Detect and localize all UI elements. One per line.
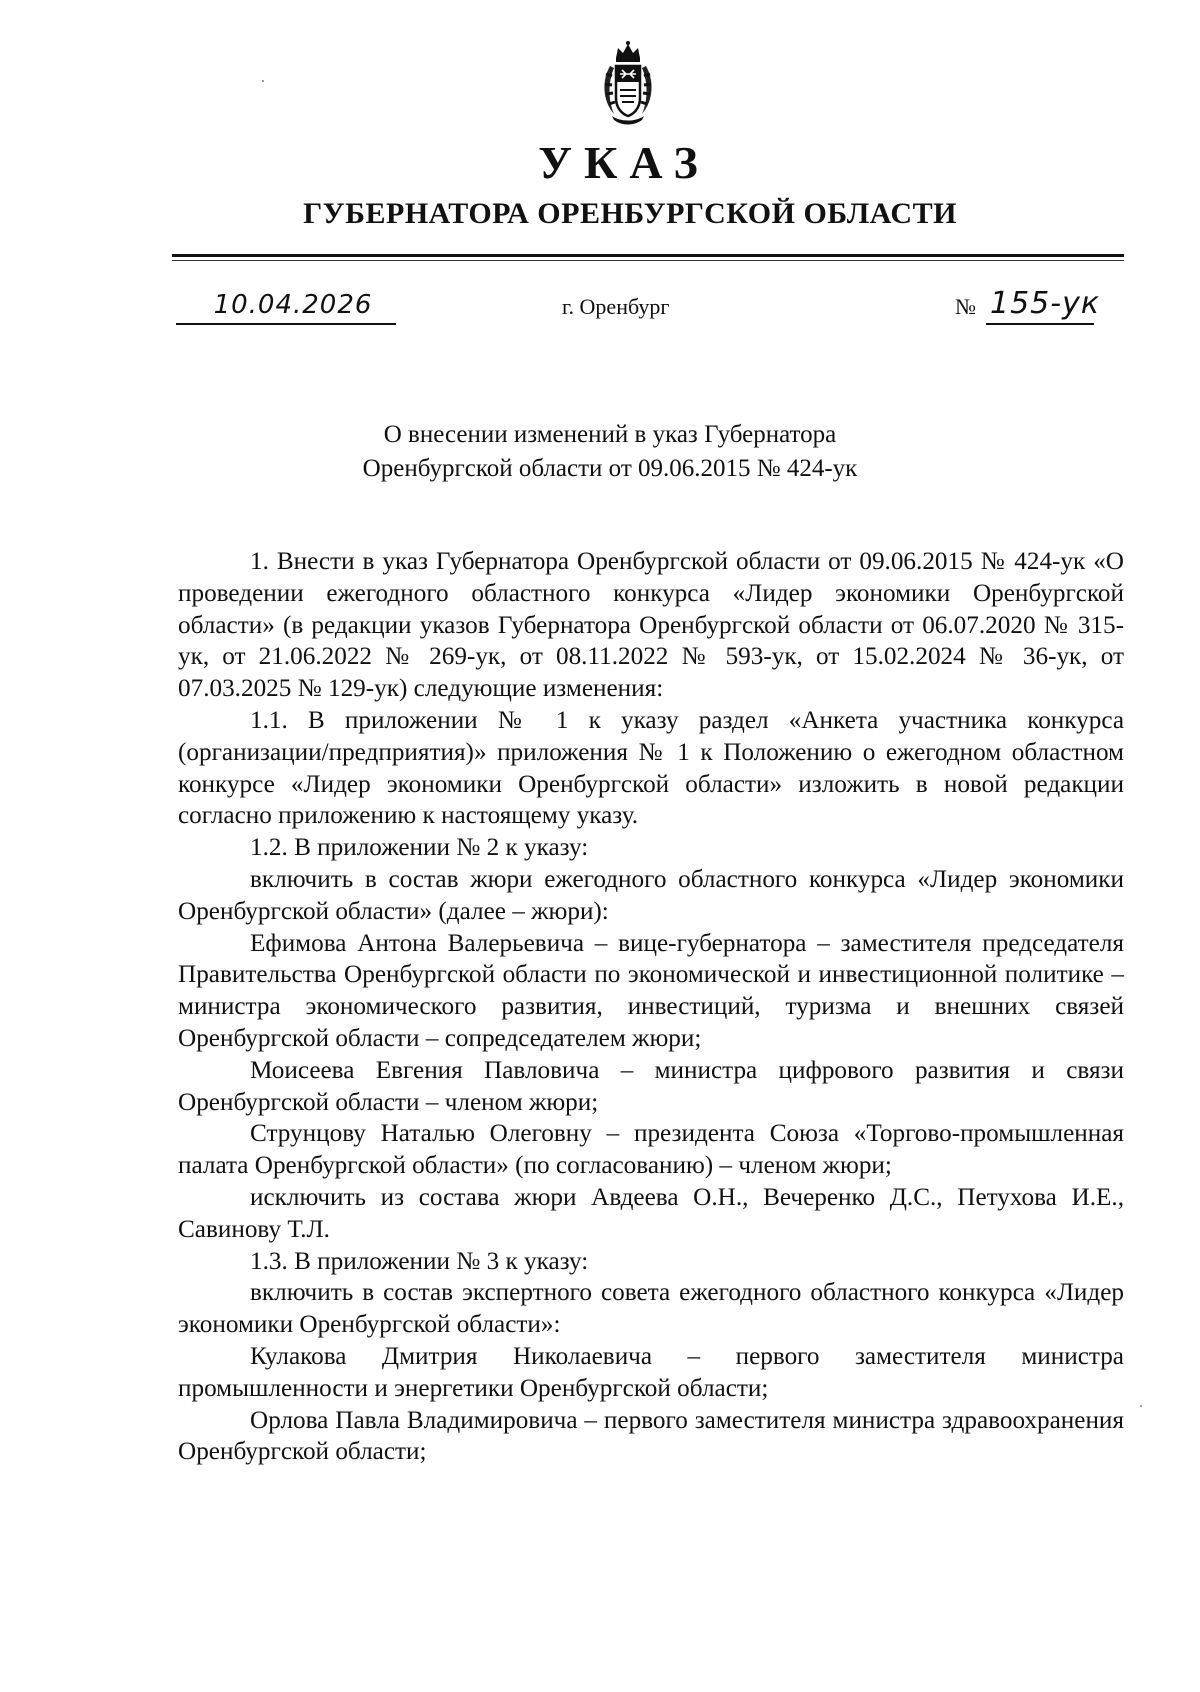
subject-line: О внесении изменений в указ Губернатора (383, 421, 837, 448)
decree-body (178, 546, 1124, 1468)
decree-date: 10.04.2026 (213, 290, 373, 320)
decree-number: 155-ук (990, 286, 1100, 321)
header-rule-thin (172, 260, 1124, 261)
decree-subject (0, 418, 1200, 486)
paragraph: 1.1. В приложении № 1 к указу раздел «Анкета участника конкурса (организации/предприятия)» приложения № 1 к Положению о ежегодном областном конкурсе «Лидер экономики Оренбургской области» изложить в новой редакции согласно приложению к настоящему указу. (178, 706, 1124, 830)
subject-line: Оренбургской области от 09.06.2015 № 424-ук (362, 455, 858, 482)
decree-title: УКАЗ (538, 137, 710, 188)
paragraph: включить в состав жюри ежегодного областного конкурса «Лидер экономики Оренбургской области» (далее – жюри): (178, 865, 1124, 925)
scan-speck (262, 80, 264, 82)
paragraph: Струнцову Наталью Олеговну – президента Союза «Торгово-промышленная палата Оренбургской области» (по согласованию) – членом жюри; (178, 1120, 1124, 1180)
paragraph: Ефимова Антона Валерьевича – вице-губернатора – заместителя председателя Правительства Оренбургской области по экономической и инвестиционной политике – министра экономического развития, инвестиций, туризма и внешних связей Оренбургской области – сопредседателем жюри; (178, 929, 1124, 1052)
number-label: № (955, 294, 976, 319)
paragraph: Кулакова Дмитрия Николаевича – первого заместителя министра промышленности и энергетики Оренбургской области; (178, 1342, 1124, 1402)
paragraph: Орлова Павла Владимировича – первого заместителя министра здравоохранения Оренбургской области; (178, 1406, 1124, 1466)
date-underline (176, 323, 396, 325)
number-underline (986, 323, 1094, 325)
header-rule-thick (172, 254, 1124, 257)
paragraph: Моисеева Евгения Павловича – министра цифрового развития и связи Оренбургской области – членом жюри; (178, 1056, 1124, 1116)
paragraph: включить в состав экспертного совета ежегодного областного конкурса «Лидер экономики Оренбургской области»: (178, 1279, 1124, 1339)
paragraph: 1. Внести в указ Губернатора Оренбургской области от 09.06.2015 № 424-ук «О проведении ежегодного областного конкурса «Лидер экономики Оренбургской области» (в редакции указов Губернатора Оренбургской области от 06.07.2020 № 315-ук, от 21.06.2022 № 269-ук, от 08.11.2022 № 593-ук, от 15.02.2024 № 36-ук, от 07.03.2025 № 129-ук) следующие изменения: (178, 548, 1124, 703)
paragraph: исключить из состава жюри Авдеева О.Н., Вечеренко Д.С., Петухова И.Е., Савинову Т.Л. (178, 1183, 1124, 1243)
scan-speck (1140, 1405, 1142, 1407)
issuer-title: ГУБЕРНАТОРА ОРЕНБУРГСКОЙ ОБЛАСТИ (303, 197, 957, 230)
coat-of-arms-icon (600, 40, 656, 126)
decree-city: г. Оренбург (562, 294, 670, 319)
paragraph: 1.3. В приложении № 3 к указу: (250, 1247, 589, 1275)
paragraph: 1.2. В приложении № 2 к указу: (250, 834, 589, 862)
